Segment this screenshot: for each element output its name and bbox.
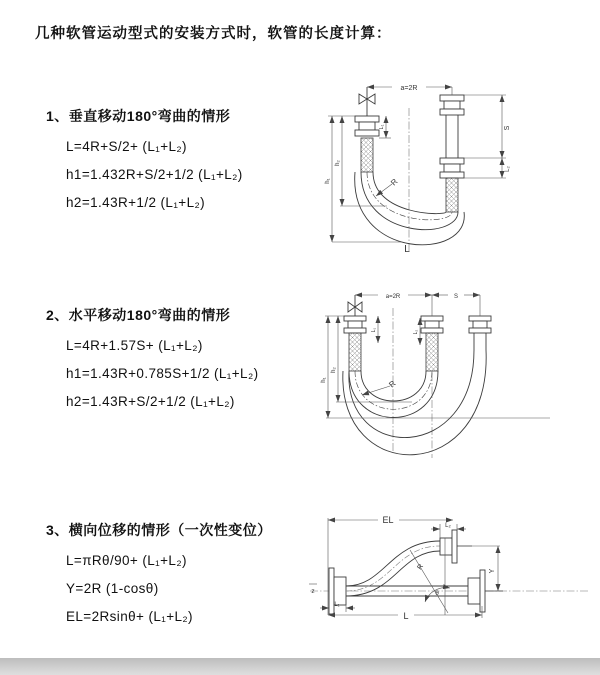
- right-tube: [446, 115, 458, 158]
- formula-line: h2=1.43R+S/2+1/2 (L₁+L₂): [66, 394, 235, 409]
- dim-label-l2: L₂: [505, 166, 511, 172]
- dim-label-h2: h₂: [335, 160, 341, 166]
- braid-section: [361, 138, 373, 172]
- dim-label-y: Y: [489, 568, 496, 574]
- length-label: L: [403, 611, 409, 621]
- angle-label: θ: [435, 590, 439, 597]
- radius-label: R: [416, 563, 426, 572]
- section-heading: 1、垂直移动180°弯曲的情形: [46, 108, 231, 124]
- section-lateral-displacement: [46, 520, 272, 624]
- braid-section: [426, 333, 438, 371]
- formula-line: EL=2Rsinθ+ (L₁+L₂): [66, 609, 193, 624]
- radius-label: R: [387, 378, 398, 390]
- section-heading: 3、横向位移的情形（一次性变位）: [46, 522, 272, 538]
- dim-label-h2: h₂: [331, 367, 337, 373]
- right-tube: [474, 333, 486, 350]
- dim-label-s: S: [504, 125, 511, 131]
- diagram-vertical-u-bend: [312, 66, 582, 256]
- radius-label: R: [389, 177, 400, 188]
- page-bottom-edge: [0, 658, 600, 675]
- dim-label-l1: L₁: [334, 602, 340, 608]
- formula-line: h1=1.432R+S/2+1/2 (L₁+L₂): [66, 167, 243, 182]
- valve-icon: [359, 87, 375, 116]
- formula-line: h1=1.43R+0.785S+1/2 (L₁+L₂): [66, 366, 259, 381]
- formula-line: h2=1.43R+1/2 (L₁+L₂): [66, 195, 206, 210]
- dimension-lines: [328, 87, 506, 242]
- dim-label-l1: L₁: [379, 124, 385, 130]
- right-flange-lower: [468, 570, 485, 612]
- left-flange: [355, 116, 379, 136]
- middle-flange: [421, 316, 443, 333]
- dim-label-l1: L₁: [371, 327, 377, 333]
- dim-label-l2: L₂: [413, 329, 419, 335]
- valve-icon: [348, 295, 362, 316]
- section-heading: 2、水平移动180°弯曲的情形: [46, 307, 231, 323]
- dim-label-el: EL: [382, 515, 394, 525]
- dim-label-s: S: [453, 294, 459, 300]
- right-flange-lower: [440, 158, 464, 178]
- braid-section: [349, 333, 361, 371]
- dim-label-a2r: a=2R: [385, 294, 401, 300]
- right-flange-upper: [440, 95, 464, 115]
- dim-label-h1: h₁: [325, 178, 331, 184]
- hose-s-curve: [346, 541, 440, 596]
- axis-mark: z: [311, 588, 315, 595]
- right-flange-upper: [440, 530, 457, 563]
- left-flange: [344, 316, 366, 333]
- formula-line: Y=2R (1-cosθ): [66, 581, 159, 596]
- formula-line: L=4R+1.57S+ (L₁+L₂): [66, 338, 203, 353]
- length-label: L: [404, 244, 410, 255]
- diagram-horizontal-u-bend: [312, 288, 562, 470]
- section-horizontal-movement: [46, 305, 258, 409]
- diagram-lateral-displacement: [300, 498, 600, 660]
- dim-label-a2r: a=2R: [400, 85, 418, 92]
- formula-line: L=4R+S/2+ (L₁+L₂): [66, 139, 187, 154]
- dim-label-h1: h₁: [321, 377, 327, 383]
- right-flange: [469, 316, 491, 333]
- section-vertical-movement: [46, 106, 243, 210]
- dim-label-l2: L₂: [445, 523, 451, 529]
- hose-arcs: [343, 350, 486, 455]
- formula-line: L=πRθ/90+ (L₁+L₂): [66, 553, 187, 568]
- page-title: 几种软管运动型式的安装方式时，软管的长度计算：: [35, 26, 392, 42]
- braid-section: [446, 178, 458, 212]
